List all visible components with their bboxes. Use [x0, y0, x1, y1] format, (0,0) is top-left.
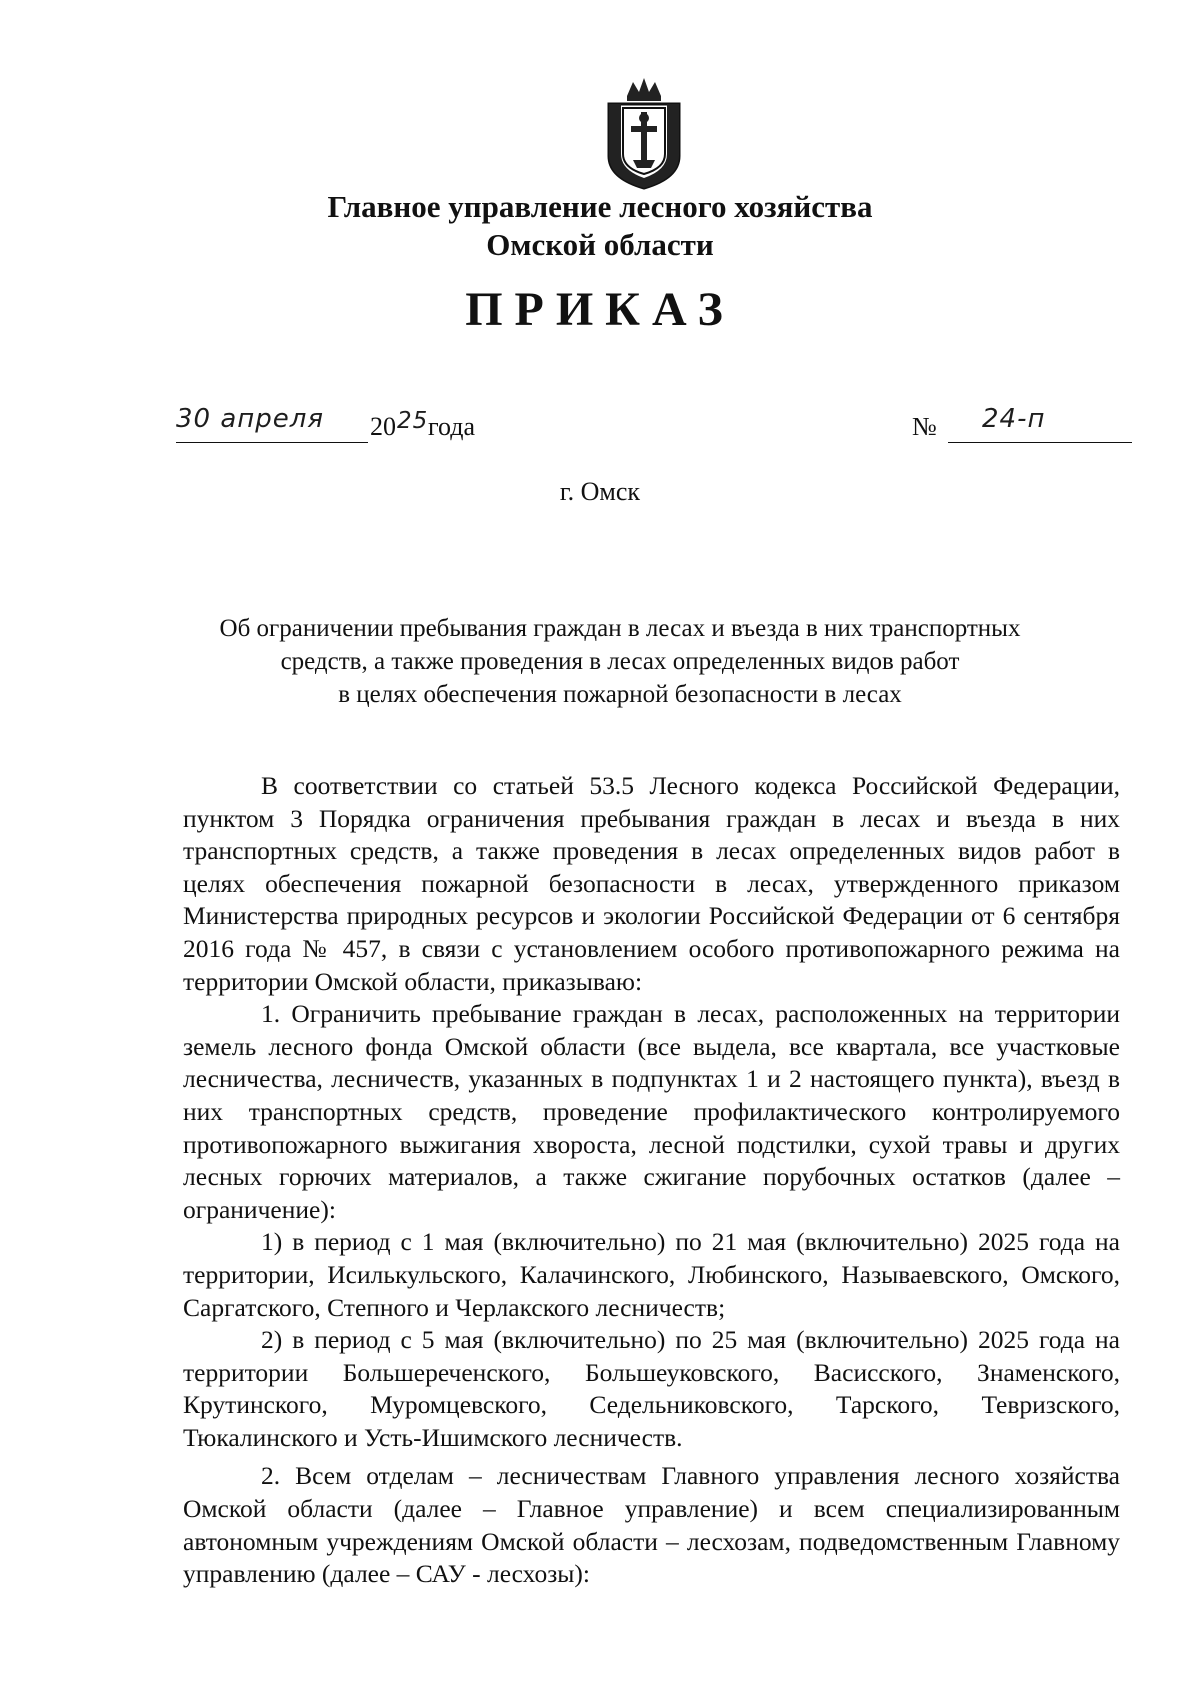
handwritten-date: 30 апреля [176, 404, 325, 434]
clause-1-subitem-2: 2) в период с 5 мая (включительно) по 25 мая (включительно) 2025 года на территории Большереченского, Большеуковского, Васисского, Знаменского, Крутинского, Муромцевского, Седельниковского, Тарского, Тевризского, Тюкалинского и Усть-Ишимского лесничеств. [183, 1325, 1120, 1452]
handwritten-number: 24-п [982, 404, 1046, 434]
order-subject [150, 612, 1090, 711]
preamble-paragraph: В соответствии со статьей 53.5 Лесного кодекса Российской Федерации, пунктом 3 Порядка ограничения пребывания граждан в лесах и въезда в них транспортных средств, а также проведения в лесах определенных видов работ в целях обеспечения пожарной безопасности в лесах, утвержденного приказом Министерства природных ресурсов и экологии Российской Федерации от 6 сентября 2016 года № 457, в связи с установлением особого противопожарного режима на территории Омской области, приказываю: [183, 771, 1120, 996]
subject-line-1: Об ограничении пребывания граждан в лесах и въезда в них транспортных [219, 615, 1021, 642]
order-body [183, 770, 1120, 1591]
issuing-authority [0, 188, 1200, 264]
order-number [912, 404, 1132, 448]
year-prefix: 20 [370, 412, 396, 441]
clause-1-paragraph: 1. Ограничить пребывание граждан в лесах, расположенных на территории земель лесного фонда Омской области (все выдела, все квартала, все участковые лесничества, лесничеств, указанных в подпунктах 1 и 2 настоящего пункта), въезд в них транспортных средств, проведение профилактического контролируемого противопожарного выжигания хвороста, лесной подстилки, сухой травы и других лесных горючих материалов, а также сжигание порубочных остатков (далее – ограничение): [183, 999, 1120, 1224]
number-sign: № [912, 412, 937, 441]
clause-1-subitem-1: 1) в период с 1 мая (включительно) по 21 мая (включительно) 2025 года на территории, Исилькульского, Калачинского, Любинского, Называевского, Омского, Саргатского, Степного и Черлакского лесничеств; [183, 1227, 1120, 1322]
subject-line-2: средств, а также проведения в лесах определенных видов работ [280, 648, 960, 675]
order-date [176, 404, 536, 448]
clause-2-paragraph: 2. Всем отделам – лесничествам Главного управления лесного хозяйства Омской области (далее – Главное управление) и всем специализированным автономным учреждениям Омской области – лесхозам, подведомственным Главному управлению (далее – САУ - лесхозы): [183, 1461, 1120, 1589]
city-of-issue: г. Омск [559, 477, 641, 506]
authority-line-2: Омской области [486, 227, 714, 262]
document-type-title: ПРИКАЗ [465, 283, 735, 336]
authority-line-1: Главное управление лесного хозяйства [327, 189, 873, 224]
coat-of-arms-icon [603, 74, 685, 192]
date-underline [176, 442, 368, 443]
subject-line-3: в целях обеспечения пожарной безопасности в лесах [338, 681, 902, 708]
handwritten-year: 25 [397, 408, 429, 434]
year-suffix: года [428, 412, 476, 441]
number-underline [948, 442, 1132, 443]
